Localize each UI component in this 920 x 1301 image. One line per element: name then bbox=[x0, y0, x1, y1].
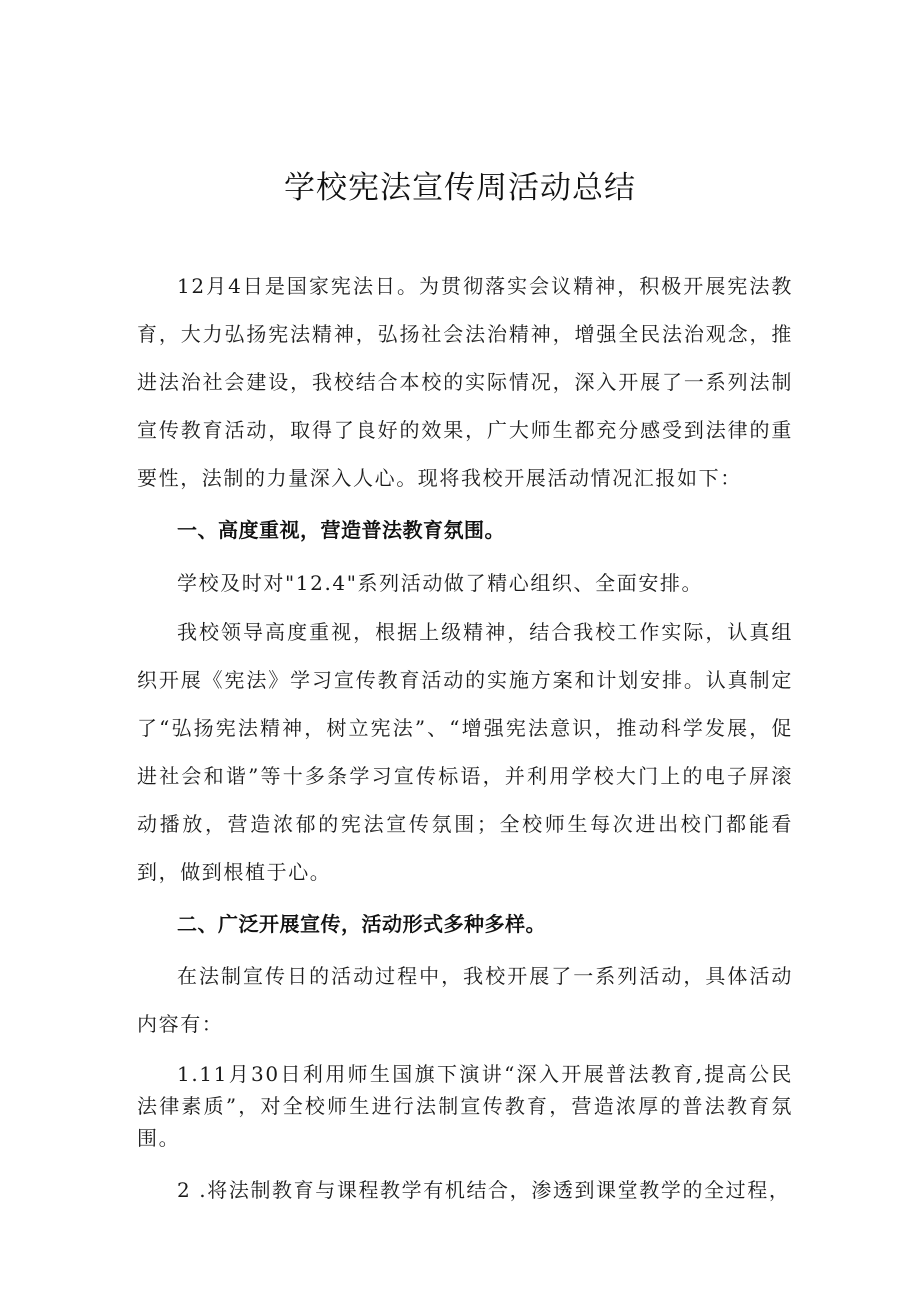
section-2-item-2: 2 .将法制教育与课程教学有机结合，渗透到课堂教学的全过程， bbox=[177, 1178, 791, 1202]
section-1-paragraph-1: 学校及时对"12.4"系列活动做了精心组织、全面安排。 bbox=[177, 571, 704, 595]
section-heading-1: 一、高度重视，营造普法教育氛围。 bbox=[177, 518, 505, 542]
section-2-paragraph-1: 在法制宣传日的活动过程中，我校开展了一系列活动，具体活动内容有： bbox=[137, 964, 793, 1036]
section-1-paragraph-2: 我校领导高度重视，根据上级精神，结合我校工作实际，认真组织开展《宪法》学习宣传教育活动的实施方案和计划安排。认真制定了“弘扬宪法精神，树立宪法”、“增强宪法意识，推动科学发展，促进社会和谐”等十多条学习宣传标语，并利用学校大门上的电子屏滚动播放，营造浓郁的宪法宣传氛围；全校师生每次进出校门都能看到，做到根植于心。 bbox=[137, 620, 793, 884]
document-body bbox=[137, 262, 793, 1214]
document-title: 学校宪法宣传周活动总结 bbox=[284, 170, 636, 206]
section-heading-2: 二、广泛开展宣传，活动形式多种多样。 bbox=[177, 912, 546, 936]
intro-paragraph: 12月4日是国家宪法日。为贯彻落实会议精神，积极开展宪法教育，大力弘扬宪法精神，弘扬社会法治精神，增强全民法治观念，推进法治社会建设，我校结合本校的实际情况，深入开展了一系列法制宣传教育活动，取得了良好的效果，广大师生都充分感受到法律的重要性，法制的力量深入人心。现将我校开展活动情况汇报如下： bbox=[137, 274, 793, 490]
section-2-item-1: 1.11月30日利用师生国旗下演讲“深入开展普法教育,提高公民法律素质”，对全校师生进行法制宣传教育，营造浓厚的普法教育氛围。 bbox=[137, 1062, 793, 1150]
